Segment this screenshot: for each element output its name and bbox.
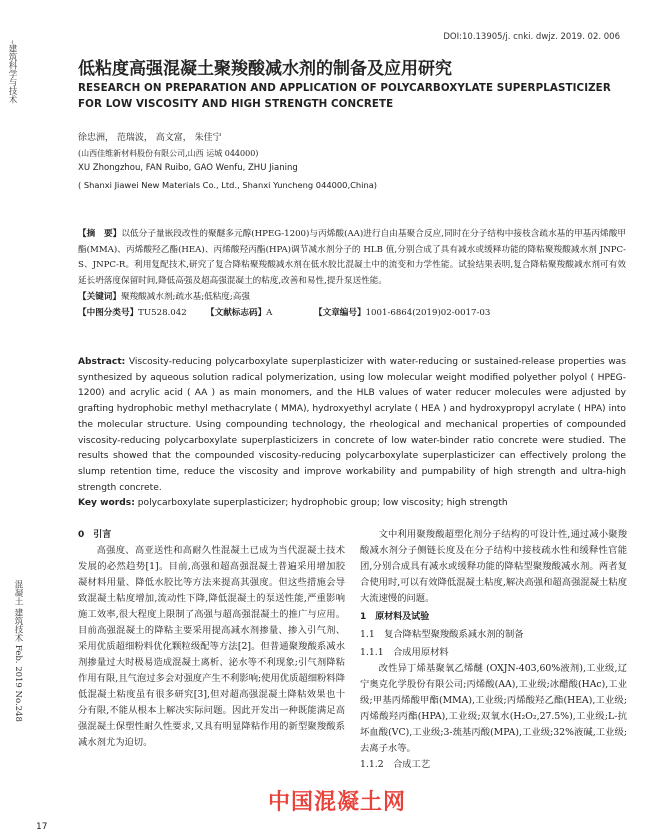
article-meta <box>78 306 626 322</box>
section-1-1-heading: 1.1 复合降粘型聚羧酸系减水剂的制备 <box>360 629 524 640</box>
section-1-heading: 1 原材料及试验 <box>360 612 430 622</box>
section-1-1-1-heading: 1.1.1 合成用原材料 <box>360 647 449 658</box>
materials-paragraph: 改性异丁烯基聚氧乙烯醚 (OXJN-403,60%液剂),工业级,辽宁奥克化学股份有限公司;丙烯酸(AA),工业级;冰醋酸(HAc),工业级;甲基丙烯酸甲酯(MMA),工业级;丙烯酸羟乙酯(HEA),工业级;丙烯酸羟丙酯(HPA),工业级;双氧水(H₂O₂,27.5%),工业级;L-抗坏血酸(VC),工业级;3-巯基丙酸(MPA),工业级;32%液碱,工业级;去离子水等。 <box>360 663 627 754</box>
section-0-heading: 0 引言 <box>78 530 112 540</box>
keywords-cn-label: 【关键词】 <box>78 291 121 302</box>
clc-label: 【中图分类号】 <box>78 307 139 318</box>
keywords-en <box>78 496 626 512</box>
title-cn: 低粘度高强混凝土聚羧酸减水剂的制备及应用研究 <box>78 59 452 79</box>
intro-paragraph-2: 文中利用聚羧酸超塑化剂分子结构的可设计性,通过减小聚羧酸减水剂分子侧链长度及在分子结构中接枝疏水性和缓释性官能团,分别合成具有减水或缓释功能的降粘型聚羧酸减水剂。两者复合使用时,可以有效降低混凝土粘度,解决高强和超高强混凝土粘度大流速慢的问题。 <box>360 529 627 604</box>
abstract-cn <box>78 227 626 290</box>
abstract-cn-label: 【摘 要】 <box>78 229 122 239</box>
keywords-cn <box>78 290 626 306</box>
section-0-paragraph: 高强度、高亚送性和高耐久性混凝土已成为当代混凝土技术发展的必然趋势[1]。目前,高强和超高强混凝土普遍采用增加胶凝材料用量、降低水胶比等方法来提高其强度。但这些措施会导致混凝土粘度增加,流动性下降,降低混凝土的泵送性能,严重影响施工效率,很大程度上限制了高强与超高强混凝土的推广与应用。目前高强混凝土的降粘主要采用提高减水剂掺量、掺入引气剂、采用优质超细粉料优化颗粒级配等方法[2]。但普通聚羧酸系减水剂掺量过大时极易造成混凝土离析、泌水等不利现象;引气剂降粘作用有限,且气泡过多会对强度产生不利影响;使用优质超细粉料降低混凝土粘度虽有很多研究[3],但对超高强混凝土降粘效果也十分有限,不能从根本上解决实际问题。因此开发出一种既能满足高强混凝土保塑性耐久性要求,又具有明显降粘作用的新型聚羧酸系减水剂尤为迫切。 <box>78 545 345 748</box>
abstract-en-block <box>78 355 626 512</box>
doccode-label: 【文献标志码】 <box>206 307 267 318</box>
authors-en: XU Zhongzhou, FAN Ruibo, GAO Wenfu, ZHU Jianing <box>78 163 298 173</box>
doccode-value: A <box>266 307 273 318</box>
section-1-1-2-heading: 1.1.2 合成工艺 <box>360 759 431 770</box>
watermark-logo: 中国混凝土网 <box>268 790 407 815</box>
keywords-cn-text: 聚羧酸减水剂;疏水基;低粘度;高强 <box>120 291 250 302</box>
page-number: 17 <box>36 822 48 832</box>
affiliation-cn: (山西佳维新材料股份有限公司,山西 运城 044000) <box>78 149 259 158</box>
authors-cn: 徐忠洲， 范瑞波， 高文富， 朱佳宁 <box>78 133 222 143</box>
affiliation-en: ( Shanxi Jiawei New Materials Co., Ltd., Shanxi Yuncheng 044000,China) <box>78 180 378 190</box>
journal-side-label: –建筑科学与技术 <box>7 40 17 104</box>
title-en: RESEARCH ON PREPARATION AND APPLICATION OF POLYCARBOXYLATE SUPERPLASTICIZER FOR LOW VISCOSITY AND HIGH STRENGTH CONCRETE <box>78 82 611 110</box>
article-no-label: 【文章编号】 <box>314 307 366 318</box>
abstract-cn-text: 以低分子量嵌段改性的聚醚多元醇(HPEG-1200)与丙烯酸(AA)进行自由基聚合反应,同时在分子结构中接枝含疏水基的甲基丙烯酸甲酯(MMA)、丙烯酸羟乙酯(HEA)、丙烯酸羟丙酯(HPA)调节减水剂分子的 HLB 值,分别合成了具有减水或缓释功能的降粘聚羧酸减水剂 JNPC-S、JNPC-R。利用复配技术,研究了复合降粘聚羧酸减水剂在低水胶比混凝土中的流变和力学性能。试验结果表明,复合降粘聚羧酸减水剂可有效延长坍落度保留时间,降低高强及超高强混凝土的粘度,改善和易性,提升泵送性能。 <box>78 229 626 287</box>
left-column <box>78 527 345 751</box>
journal-footer-side: 混凝土 建筑技术 Feb. 2019 No.248 <box>13 580 23 722</box>
abstract-en-text: Viscosity-reducing polycarboxylate superplasticizer with water-reducing or sustained-release properties was synthesized by aqueous solution radical polymerization, using low molecular weight modified polyether polyol ( HPEG-1200) and acrylic acid ( AA ) as main monomers, and the HLB values of water reducer molecules were adjusted by grafting hydrophobic methyl methacrylate ( MMA), hydroxyethyl acrylate ( HEA ) and hydroxypropyl acrylate ( HPA) into the molecular structure. Using compounding technology, the rheological and mechanical properties of compounded viscosity-reducing polycarboxylate superplasticizers in concrete of low water-binder ratio concrete were studied. The results showed that the compounded viscosity-reducing polycarboxylate superplasticizer can effectively prolong the slump retention time, reduce the viscosity and improve workability and pumpability of high strength and ultra-high strength concrete. <box>78 357 626 493</box>
abstract-cn-block <box>78 227 626 321</box>
abstract-en <box>78 355 626 496</box>
clc-value: TU528.042 <box>138 307 187 318</box>
abstract-en-label: Abstract: <box>78 357 126 367</box>
doi: DOI:10.13905/j. cnki. dwjz. 2019. 02. 006 <box>443 32 620 42</box>
right-column <box>360 527 627 773</box>
article-no-value: 1001-6864(2019)02-0017-03 <box>365 307 491 318</box>
keywords-en-label: Key words: <box>78 498 135 509</box>
keywords-en-text: polycarboxylate superplasticizer; hydrophobic group; low viscosity; high strength <box>137 498 508 509</box>
